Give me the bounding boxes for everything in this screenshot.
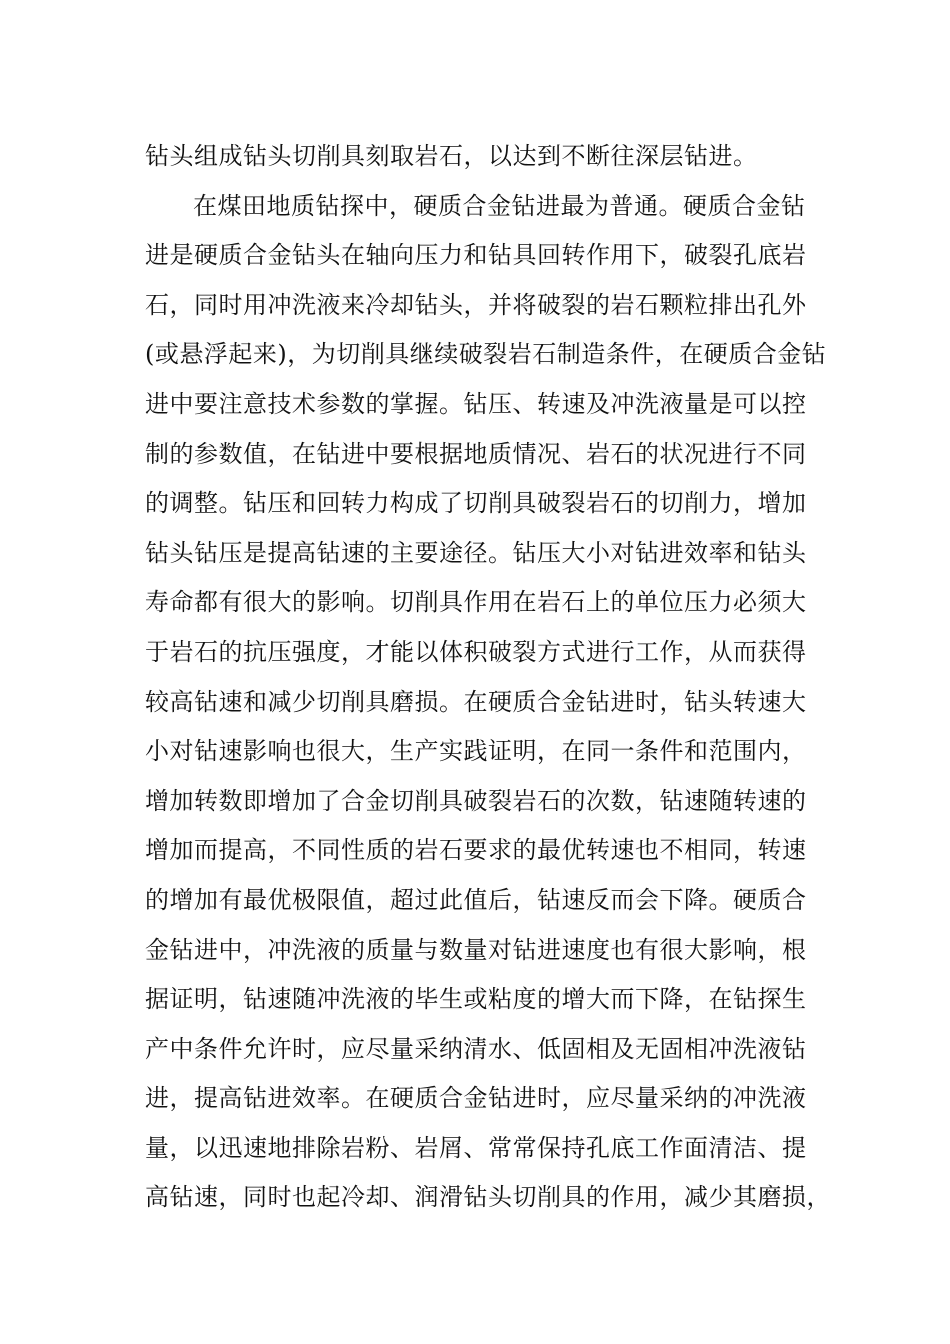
text-line: 的调整。钻压和回转力构成了切削具破裂岩石的切削力，增加: [145, 489, 807, 518]
text-line: 钻头组成钻头切削具刻取岩石，以达到不断往深层钻进。: [145, 142, 758, 170]
paragraph-first-line: 在煤田地质钻探中，硬质合金钻进最为普通。硬质合金钻: [193, 191, 806, 220]
text-line: 产中条件允许时，应尽量采纳清水、低固相及无固相冲洗液钻: [145, 1034, 807, 1063]
text-line: 金钻进中，冲洗液的质量与数量对钻进速度也有很大影响，根: [145, 935, 807, 964]
text-line: 量，以迅速地排除岩粉、岩屑、常常保持孔底工作面清洁、提: [145, 1133, 807, 1162]
text-line: 制的参数值，在钻进中要根据地质情况、岩石的状况进行不同: [145, 439, 807, 468]
text-line: 高钻速，同时也起冷却、润滑钻头切削具的作用，减少其磨损，: [145, 1183, 831, 1212]
text-line: 进中要注意技术参数的掌握。钻压、转速及冲洗液量是可以控: [145, 389, 807, 418]
text-line: 小对钻速影响也很大，生产实践证明，在同一条件和范围内，: [145, 737, 807, 766]
text-line: 进，提高钻进效率。在硬质合金钻进时，应尽量采纳的冲洗液: [145, 1084, 807, 1113]
text-line: 增加转数即增加了合金切削具破裂岩石的次数，钻速随转速的: [145, 786, 807, 815]
text-line: 石，同时用冲洗液来冷却钻头，并将破裂的岩石颗粒排出孔外: [145, 290, 807, 319]
text-line: 于岩石的抗压强度，才能以体积破裂方式进行工作，从而获得: [145, 637, 807, 666]
body-text: [145, 132, 831, 1223]
text-line: 较高钻速和减少切削具磨损。在硬质合金钻进时，钻头转速大: [145, 687, 807, 716]
text-line: 寿命都有很大的影响。切削具作用在岩石上的单位压力必须大: [145, 588, 807, 617]
text-line: (或悬浮起来)，为切削具继续破裂岩石制造条件，在硬质合金钻: [145, 340, 827, 369]
text-line: 进是硬质合金钻头在轴向压力和钻具回转作用下，破裂孔底岩: [145, 241, 807, 270]
text-line: 的增加有最优极限值，超过此值后，钻速反而会下降。硬质合: [145, 885, 807, 914]
text-line: 钻头钻压是提高钻速的主要途径。钻压大小对钻进效率和钻头: [145, 538, 807, 567]
text-line: 据证明，钻速随冲洗液的毕生或粘度的增大而下降，在钻探生: [145, 985, 807, 1014]
text-line: 增加而提高，不同性质的岩石要求的最优转速也不相同，转速: [145, 836, 807, 865]
